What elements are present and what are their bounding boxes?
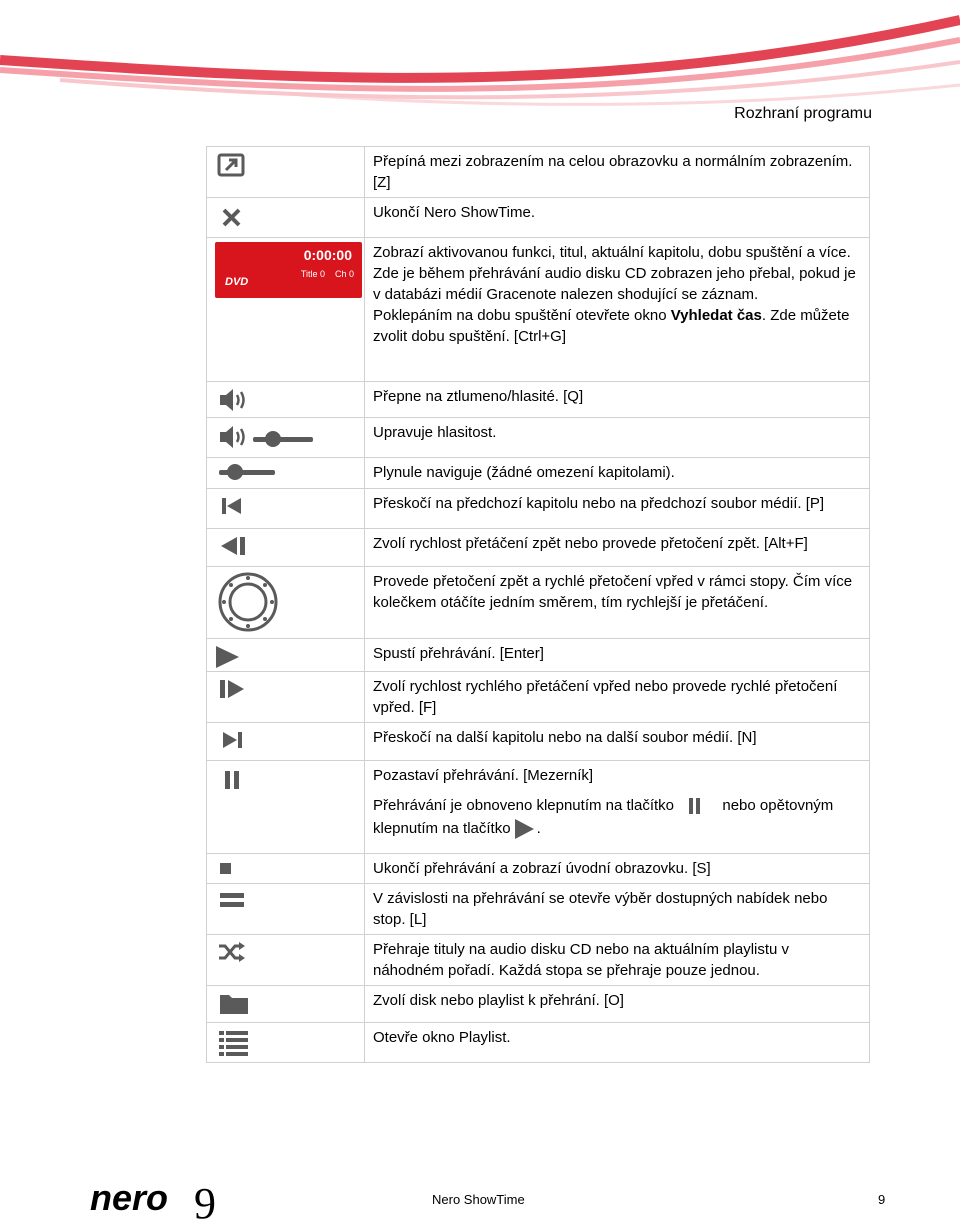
play-icon xyxy=(213,643,243,671)
status-display xyxy=(215,242,362,298)
svg-text:9: 9 xyxy=(194,1180,216,1222)
table-row xyxy=(207,238,870,382)
row-description: V závislosti na přehrávání se otevře výběr dostupných nabídek nebo stop. [L] xyxy=(365,884,870,935)
table-row xyxy=(207,1023,870,1063)
row-description: Plynule naviguje (žádné omezení kapitolami). xyxy=(365,458,870,489)
row-description: Přepíná mezi zobrazením na celou obrazovku a normálním zobrazením. [Z] xyxy=(365,147,870,198)
pause-icon xyxy=(217,765,247,795)
osd-time: 0:00:00 xyxy=(303,247,352,263)
next-icon xyxy=(217,727,247,753)
row-description: Spustí přehrávání. [Enter] xyxy=(365,639,870,672)
row-description: Zvolí rychlost přetáčení zpět nebo provede přetočení zpět. [Alt+F] xyxy=(365,529,870,567)
playlist-icon xyxy=(217,1027,251,1057)
row-description-seek: Poklepáním na dobu spuštění otevřete okno Vyhledat čas. Zde můžete zvolit dobu spuštění. [Ctrl+G] xyxy=(373,307,850,345)
row-description-cover: Zde je během přehrávání audio disku CD zobrazen jeho přebal, pokud je v databázi médií Gracenote nalezen shodující se záznam. xyxy=(373,265,856,303)
table-row xyxy=(207,639,870,672)
row-description: Provede přetočení zpět a rychlé přetočení vpřed v rámci stopy. Čím více kolečkem otáčíte jedním směrem, tím rychlejší je přetáčení. xyxy=(365,567,870,639)
osd-title-chapter: Title 0 Ch 0 xyxy=(300,269,354,279)
jog-wheel-icon[interactable] xyxy=(217,571,279,633)
control-reference-table xyxy=(206,146,870,1063)
rewind-icon xyxy=(217,533,247,559)
speaker-icon xyxy=(217,386,251,414)
table-row xyxy=(207,672,870,723)
page-number: 9 xyxy=(878,1192,886,1207)
footer-product-name: Nero ShowTime xyxy=(432,1192,525,1207)
stop-icon xyxy=(217,858,241,878)
table-row xyxy=(207,986,870,1023)
row-description: Ukončí přehrávání a zobrazí úvodní obrazovku. [S] xyxy=(365,854,870,884)
volume-slider-icon xyxy=(217,422,327,452)
fullscreen-icon xyxy=(217,151,247,181)
row-description: Přeskočí na další kapitolu nebo na další soubor médií. [N] xyxy=(365,723,870,761)
nero-logo xyxy=(90,1180,230,1222)
table-row xyxy=(207,884,870,935)
folder-icon xyxy=(217,990,251,1018)
row-description: Pozastaví přehrávání. [Mezerník] xyxy=(373,767,594,784)
row-description: Otevře okno Playlist. xyxy=(365,1023,870,1063)
position-slider-icon xyxy=(217,462,287,482)
row-description: Přeskočí na předchozí kapitolu nebo na předchozí soubor médií. [P] xyxy=(365,489,870,529)
table-row xyxy=(207,489,870,529)
row-description: Přehraje tituly na audio disku CD nebo na aktuálním playlistu v náhodném pořadí. Každá stopa se přehraje pouze jednou. xyxy=(365,935,870,986)
row-description-resume: Přehrávání je obnoveno klepnutím na tlačítko nebo opětovným klepnutím na tlačítko . xyxy=(373,795,863,841)
row-description: Zvolí disk nebo playlist k přehrání. [O] xyxy=(365,986,870,1023)
table-row xyxy=(207,761,870,854)
seek-time-window-name: Vyhledat čas xyxy=(670,307,762,324)
row-description: Zvolí rychlost rychlého přetáčení vpřed nebo provede rychlé přetočení vpřed. [F] xyxy=(365,672,870,723)
table-row xyxy=(207,854,870,884)
row-description: Přepne na ztlumeno/hlasité. [Q] xyxy=(365,382,870,418)
table-row xyxy=(207,529,870,567)
table-row xyxy=(207,198,870,238)
menu-icon xyxy=(217,888,247,914)
shuffle-icon xyxy=(217,939,247,965)
table-row xyxy=(207,935,870,986)
table-row xyxy=(207,723,870,761)
svg-text:nero: nero xyxy=(90,1180,169,1218)
page-header-title: Rozhraní programu xyxy=(734,105,872,122)
close-icon xyxy=(217,202,247,232)
previous-icon xyxy=(217,493,247,519)
play-icon xyxy=(511,817,537,841)
table-row xyxy=(207,382,870,418)
dvd-logo: DVD xyxy=(225,276,249,288)
row-description: Zobrazí aktivovanou funkci, titul, aktuální kapitolu, dobu spuštění a více. xyxy=(373,244,851,261)
pause-icon xyxy=(684,795,706,817)
row-description: Upravuje hlasitost. xyxy=(365,418,870,458)
fast-forward-icon xyxy=(217,676,247,702)
table-row xyxy=(207,147,870,198)
table-row xyxy=(207,567,870,639)
table-row xyxy=(207,458,870,489)
table-row xyxy=(207,418,870,458)
row-description: Ukončí Nero ShowTime. xyxy=(365,198,870,238)
